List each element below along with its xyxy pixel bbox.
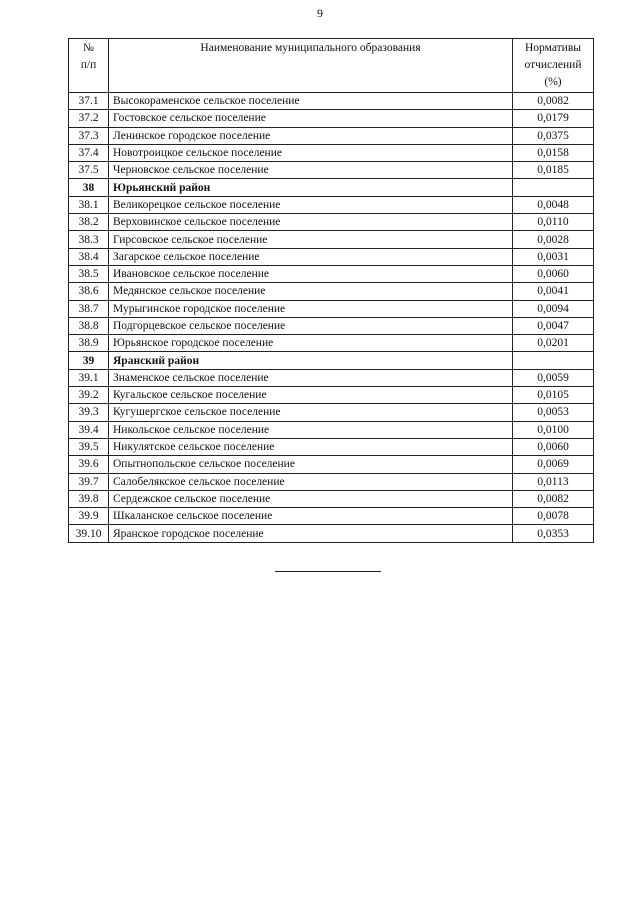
row-number-cell: 39.3 (69, 404, 109, 421)
row-value-cell: 0,0353 (513, 525, 594, 542)
row-number-cell: 39.8 (69, 490, 109, 507)
row-name-cell: Опытнопольское сельское поселение (109, 456, 513, 473)
row-number-cell: 37.3 (69, 127, 109, 144)
row-name-cell: Верховинское сельское поселение (109, 214, 513, 231)
row-number-cell: 38.5 (69, 265, 109, 282)
table-row (69, 525, 594, 542)
table-row (69, 300, 594, 317)
row-name-cell: Черновское сельское поселение (109, 162, 513, 179)
row-value-cell: 0,0082 (513, 93, 594, 110)
table-row (69, 438, 594, 455)
table-row (69, 248, 594, 265)
row-name-cell: Гирсовское сельское поселение (109, 231, 513, 248)
table-row (69, 214, 594, 231)
row-number-cell: 39.6 (69, 456, 109, 473)
header-value-line1: Нормативы (525, 42, 581, 54)
row-value-cell: 0,0028 (513, 231, 594, 248)
row-name-cell: Салобелякское сельское поселение (109, 473, 513, 490)
row-name-cell: Медянское сельское поселение (109, 283, 513, 300)
row-name-cell: Никольское сельское поселение (109, 421, 513, 438)
header-number-line1: № (83, 42, 94, 54)
row-value-cell: 0,0113 (513, 473, 594, 490)
row-number-cell: 37.4 (69, 144, 109, 161)
row-name-cell: Знаменское сельское поселение (109, 369, 513, 386)
header-value (513, 39, 594, 93)
table-row (69, 508, 594, 525)
row-value-cell: 0,0375 (513, 127, 594, 144)
row-value-cell: 0,0060 (513, 438, 594, 455)
row-number-cell: 38.3 (69, 231, 109, 248)
row-value-cell: 0,0041 (513, 283, 594, 300)
row-name-cell: Юрьянское городское поселение (109, 335, 513, 352)
row-name-cell: Шкаланское сельское поселение (109, 508, 513, 525)
table-row (69, 456, 594, 473)
row-name-cell: Гостовское сельское поселение (109, 110, 513, 127)
row-value-cell (513, 179, 594, 196)
row-number-cell: 38 (69, 179, 109, 196)
row-number-cell: 39.4 (69, 421, 109, 438)
table-row (69, 196, 594, 213)
row-number-cell: 38.7 (69, 300, 109, 317)
row-number-cell: 38.4 (69, 248, 109, 265)
row-value-cell: 0,0053 (513, 404, 594, 421)
row-name-cell: Великорецкое сельское поселение (109, 196, 513, 213)
row-name-cell: Никулятское сельское поселение (109, 438, 513, 455)
table-header-row (69, 39, 594, 93)
row-number-cell: 37.1 (69, 93, 109, 110)
table-row (69, 283, 594, 300)
row-number-cell: 39.10 (69, 525, 109, 542)
table-row (69, 110, 594, 127)
row-name-cell: Яранский район (109, 352, 513, 369)
row-name-cell: Высокораменское сельское поселение (109, 93, 513, 110)
row-name-cell: Подгорцевское сельское поселение (109, 317, 513, 334)
table-row (69, 490, 594, 507)
table-row (69, 162, 594, 179)
row-number-cell: 38.6 (69, 283, 109, 300)
header-number-line2: п/п (80, 59, 97, 71)
row-value-cell: 0,0185 (513, 162, 594, 179)
header-name: Наименование муниципального образования (109, 39, 513, 93)
row-name-cell: Мурыгинское городское поселение (109, 300, 513, 317)
row-value-cell: 0,0069 (513, 456, 594, 473)
row-number-cell: 39.2 (69, 387, 109, 404)
row-value-cell: 0,0060 (513, 265, 594, 282)
row-name-cell: Загарское сельское поселение (109, 248, 513, 265)
row-name-cell: Кугушергское сельское поселение (109, 404, 513, 421)
row-number-cell: 38.8 (69, 317, 109, 334)
header-number (69, 39, 109, 93)
table-row (69, 93, 594, 110)
row-number-cell: 37.2 (69, 110, 109, 127)
row-name-cell: Новотроицкое сельское поселение (109, 144, 513, 161)
header-value-line3: (%) (544, 76, 562, 88)
row-value-cell: 0,0100 (513, 421, 594, 438)
row-number-cell: 39.1 (69, 369, 109, 386)
row-number-cell: 39.9 (69, 508, 109, 525)
closing-divider-line (275, 571, 381, 572)
row-number-cell: 39 (69, 352, 109, 369)
table-row (69, 387, 594, 404)
deduction-norms-table (68, 38, 594, 543)
district-row (69, 352, 594, 369)
table-row (69, 404, 594, 421)
row-value-cell: 0,0078 (513, 508, 594, 525)
table-row (69, 144, 594, 161)
row-name-cell: Кугальское сельское поселение (109, 387, 513, 404)
row-value-cell: 0,0059 (513, 369, 594, 386)
row-value-cell: 0,0110 (513, 214, 594, 231)
table-row (69, 127, 594, 144)
row-value-cell (513, 352, 594, 369)
row-value-cell: 0,0047 (513, 317, 594, 334)
row-value-cell: 0,0031 (513, 248, 594, 265)
row-number-cell: 37.5 (69, 162, 109, 179)
row-value-cell: 0,0048 (513, 196, 594, 213)
row-number-cell: 38.2 (69, 214, 109, 231)
header-value-line2: отчислений (524, 59, 582, 71)
row-name-cell: Ивановское сельское поселение (109, 265, 513, 282)
row-value-cell: 0,0105 (513, 387, 594, 404)
row-value-cell: 0,0179 (513, 110, 594, 127)
page-number: 9 (317, 6, 323, 20)
row-name-cell: Юрьянский район (109, 179, 513, 196)
district-row (69, 179, 594, 196)
row-number-cell: 38.1 (69, 196, 109, 213)
table-row (69, 231, 594, 248)
row-number-cell: 39.7 (69, 473, 109, 490)
row-value-cell: 0,0082 (513, 490, 594, 507)
row-number-cell: 39.5 (69, 438, 109, 455)
table-row (69, 265, 594, 282)
row-name-cell: Ленинское городское поселение (109, 127, 513, 144)
table-row (69, 317, 594, 334)
row-number-cell: 38.9 (69, 335, 109, 352)
row-name-cell: Сердежское сельское поселение (109, 490, 513, 507)
table-row (69, 421, 594, 438)
table-row (69, 335, 594, 352)
row-value-cell: 0,0158 (513, 144, 594, 161)
row-value-cell: 0,0201 (513, 335, 594, 352)
table-row (69, 369, 594, 386)
row-name-cell: Яранское городское поселение (109, 525, 513, 542)
table-row (69, 473, 594, 490)
row-value-cell: 0,0094 (513, 300, 594, 317)
